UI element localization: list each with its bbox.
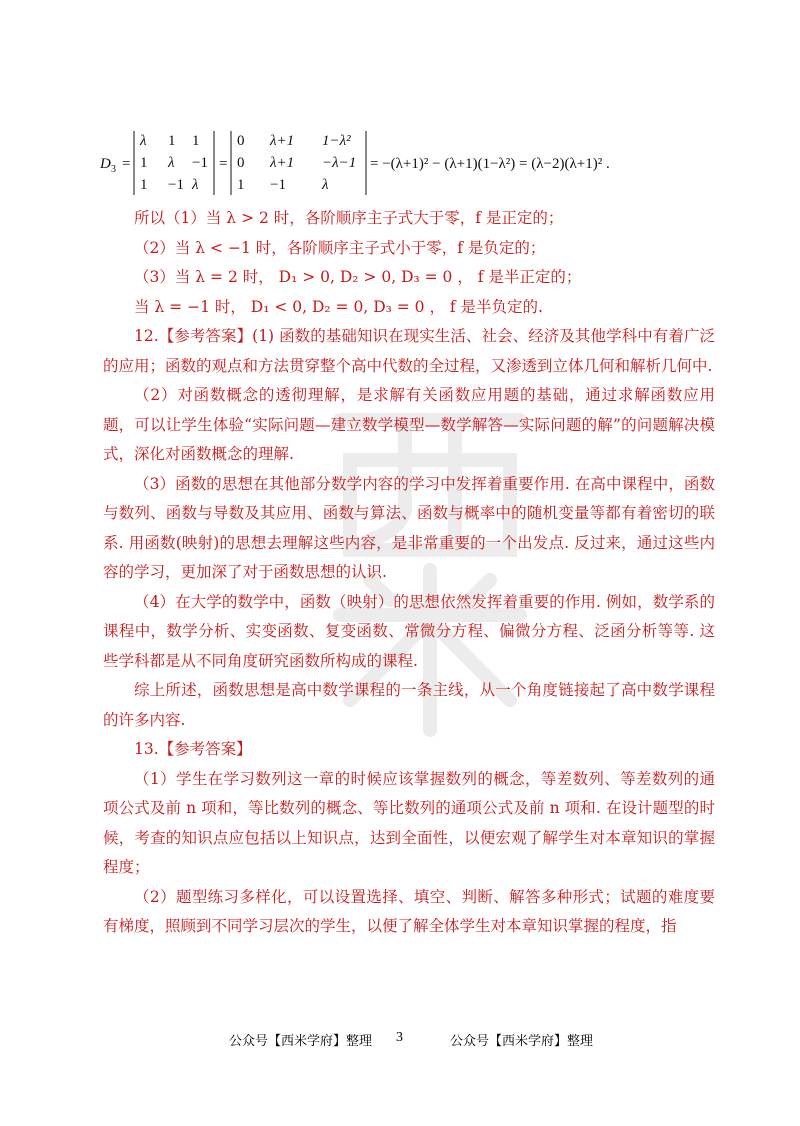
paragraph: （2）题型练习多样化，可以设置选择、填空、判断、解答多种形式；试题的难度要有梯度，照顾到不同学习层次的学生，以便了解全体学生对本章知识掌握的程度，指: [103, 887, 715, 935]
matrix-cell: 1: [168, 133, 176, 149]
determinant-result: = −(λ+1)² − (λ+1)(1−λ²) = (λ−2)(λ+1)² .: [370, 156, 610, 172]
matrix-2: [237, 133, 356, 193]
paragraph: 综上所述，函数思想是高中数学课程的一条主线，从一个角度链接起了高中数学课程的许多内容.: [103, 681, 715, 729]
paragraph: 当 λ = −1 时， D₁ < 0, D₂ = 0, D₃ = 0 ， f 是半负定的.: [134, 297, 543, 316]
paragraph: 13.【参考答案】: [134, 740, 252, 758]
paragraph: （2）当 λ < −1 时，各阶顺序主子式小于零，f 是负定的；: [134, 238, 546, 257]
matrix-cell: λ: [192, 177, 199, 193]
matrix-cell: 1: [140, 155, 148, 171]
paragraph: （3）函数的思想在其他部分数学内容的学习中发挥着重要作用. 在高中课程中，函数与数列、函数与导数及其应用、函数与算法、函数与概率中的随机变量等都有着密切的联系. 用函数(映射)的思想去理解这些内容，是非常重要的一个出发点. 反过来，通过这些内容的学习，更加深了对于函数思想的认识.: [103, 474, 715, 581]
footer-right-text: 公众号【西米学府】整理: [450, 1034, 594, 1049]
matrix-cell: 1: [140, 177, 148, 193]
paragraph: （2）对函数概念的透彻理解，是求解有关函数应用题的基础，通过求解函数应用题，可以让学生体验“实际问题—建立数学模型—数学解答—实际问题的解”的问题解决模式，深化对函数概念的理解.: [103, 386, 715, 463]
paragraph: 12.【参考答案】(1) 函数的基础知识在现实生活、社会、经济及其他学科中有着广泛的应用；函数的观点和方法贯穿整个高中代数的全过程，又渗透到立体几何和解析几何中.: [103, 327, 715, 375]
svg-text:=: =: [122, 156, 131, 172]
paragraph: （3）当 λ = 2 时， D₁ > 0, D₂ > 0, D₃ = 0 ， f 是半正定的；: [134, 268, 582, 286]
matrix-cell: λ+1: [270, 155, 295, 171]
matrix-1: [139, 133, 208, 193]
matrix-cell: λ: [140, 133, 147, 149]
page-footer: [0, 1030, 800, 1054]
matrix-cell: 0: [237, 155, 245, 171]
matrix-cell: λ+1: [270, 133, 295, 149]
page-number: 3: [396, 1030, 403, 1045]
matrix-cell: −1: [270, 177, 286, 193]
svg-text:=: =: [219, 156, 228, 172]
matrix-cell: λ: [168, 155, 175, 171]
d3-subscript: 3: [111, 164, 116, 175]
paragraph: （1）学生在学习数列这一章的时候应该掌握数列的概念，等差数列、等差数列的通项公式及前 n 项和，等比数列的概念、等比数列的通项公式及前 n 项和. 在设计题型的时候，考查的知识点应包括以上知识点，达到全面性，以便宏观了解学生对本章知识的掌握程度；: [103, 769, 715, 876]
matrix-cell: 1−λ²: [322, 133, 351, 149]
footer-left-text: 公众号【西米学府】整理: [229, 1034, 373, 1049]
matrix-cell: −λ−1: [322, 155, 357, 171]
matrix-cell: λ: [322, 177, 329, 193]
matrix-cell: 1: [192, 133, 200, 149]
determinant-formula: [100, 128, 740, 198]
paragraph: 所以（1）当 λ > 2 时，各阶顺序主子式大于零，f 是正定的；: [134, 209, 564, 227]
matrix-cell: −1: [168, 177, 184, 193]
paragraph: （4）在大学的数学中，函数（映射）的思想依然发挥着重要的作用. 例如，数学系的课程中，数学分析、实变函数、复变函数、常微分方程、偏微分方程、泛函分析等等. 这些学科都是从不同角度研究函数所构成的课程.: [103, 592, 715, 670]
body-text: [103, 204, 715, 942]
matrix-cell: −1: [192, 155, 208, 171]
matrix-cell: 1: [237, 177, 245, 193]
matrix-cell: 0: [237, 133, 245, 149]
d3-label: D: [100, 156, 111, 172]
